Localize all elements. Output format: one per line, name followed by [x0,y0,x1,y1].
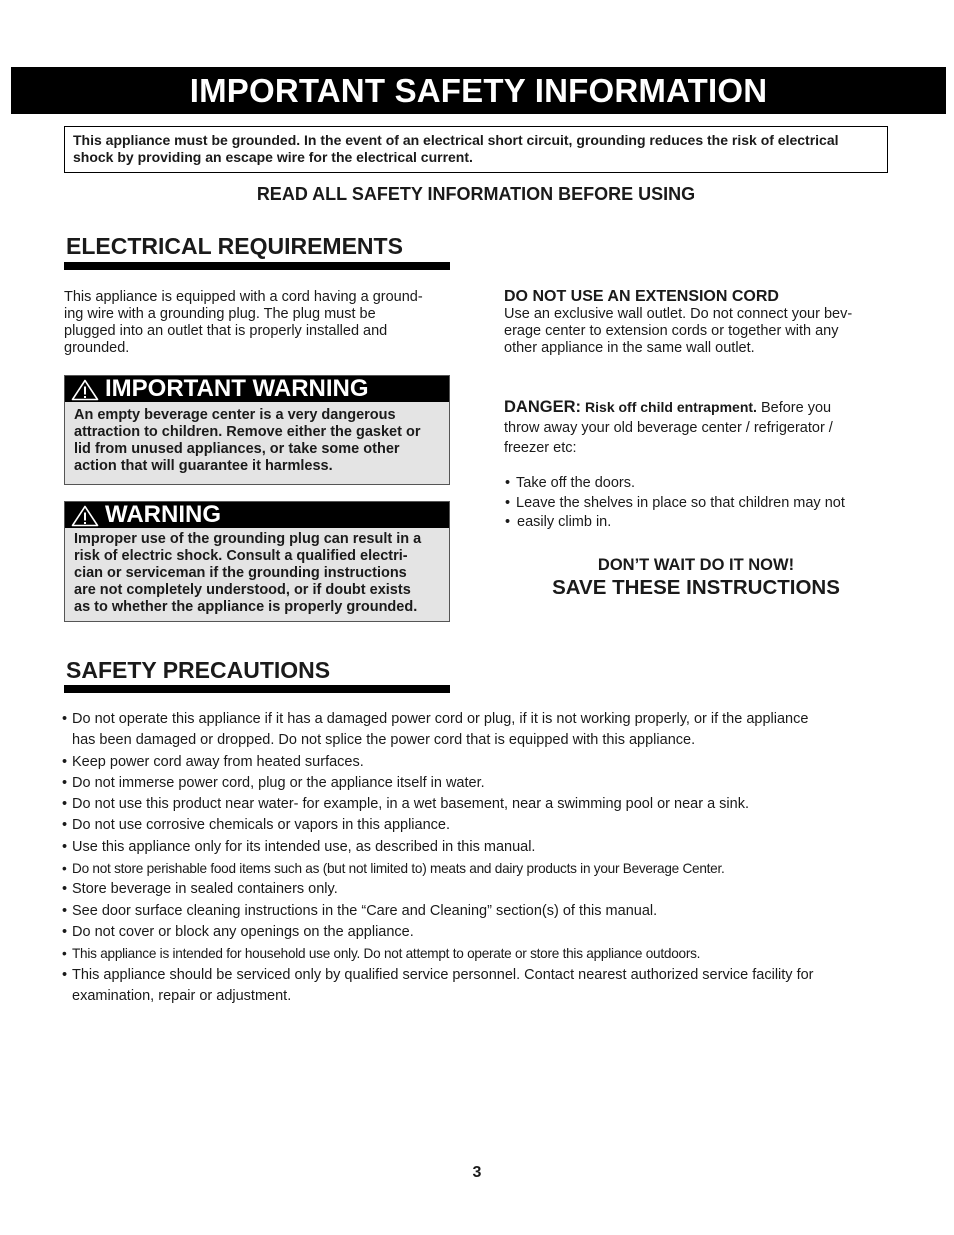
text-line: plugged into an outlet that is properly installed and [64,323,388,339]
list-item: • Do not cover or block any openings on the appliance. [62,922,882,943]
section-rule [64,262,450,270]
warning-triangle-icon [71,505,99,527]
section-rule [64,685,450,693]
danger-section [504,397,904,533]
list-item: • Use this appliance only for its intended use, as described in this manual. [62,837,882,858]
grounding-notice: This appliance must be grounded. In the event of an electrical short circuit, grounding reduces the risk of electrical shock by providing an escape wire for the electrical current. [64,126,888,173]
danger-label: DANGER: [504,398,581,416]
read-all-notice: READ ALL SAFETY INFORMATION BEFORE USING [256,184,696,204]
text-line: risk of electric shock. Consult a qualified electri- [74,548,408,564]
warning-text [65,528,449,616]
important-warning-text [65,402,449,475]
text-line: freezer etc: [504,439,577,456]
electrical-requirements-text [64,289,454,357]
dont-wait-notice: DON’T WAIT DO IT NOW! [597,556,795,574]
text-line: cian or serviceman if the grounding instructions [74,565,407,581]
save-instructions-notice: SAVE THESE INSTRUCTIONS [552,576,840,599]
extension-cord-text [504,306,904,357]
text-line: • This appliance should be serviced only by qualified service personnel. Contact nearest authorized service facility for [72,966,814,983]
danger-bullets [504,474,904,533]
text-line: attraction to children. Remove either the gasket or [74,424,421,440]
safety-precautions-list [62,709,882,1007]
text-line: ing wire with a grounding plug. The plug must be [64,306,376,322]
list-item: • Take off the doors. [504,474,904,494]
text-line: throw away your old beverage center / refrigerator / [504,420,833,436]
safety-precautions-heading: SAFETY PRECAUTIONS [66,657,331,683]
text-line: An empty beverage center is a very dangerous [74,407,396,423]
danger-text-start: Before you [756,400,832,416]
text-line: This appliance is equipped with a cord having a ground- [64,289,423,305]
important-warning-heading: IMPORTANT WARNING [105,375,369,402]
text-line: action that will guarantee it harmless. [74,458,333,474]
text-line: Use an exclusive wall outlet. Do not connect your bev- [504,306,853,322]
list-item: • This appliance is intended for household use only. Do not attempt to operate or store this appliance outdoors. [62,943,882,964]
text-line: lid from unused appliances, or take some other [74,441,400,457]
list-item: • Do not immerse power cord, plug or the appliance itself in water. [62,773,882,794]
danger-first-line [504,397,904,419]
list-item: • Keep power cord away from heated surfaces. [62,752,882,773]
page-title: IMPORTANT SAFETY INFORMATION [189,72,768,109]
danger-emphasis: Risk off child entrapment. [585,399,757,415]
important-warning-header [65,376,449,402]
text-line: has been damaged or dropped. Do not splice the power cord that is equipped with this appliance. [72,732,696,749]
text-line: examination, repair or adjustment. [72,987,292,1004]
page-number: 3 [472,1164,482,1181]
warning-heading: WARNING [105,501,221,528]
text-line: Improper use of the grounding plug can result in a [74,531,422,547]
list-item [62,965,882,1008]
important-warning-box [64,375,450,485]
warning-box [64,501,450,622]
list-item: • Store beverage in sealed containers only. [62,879,882,900]
list-item: • Do not use this product near water- for example, in a wet basement, near a swimming pool or near a sink. [62,794,882,815]
list-item: • See door surface cleaning instructions in the “Care and Cleaning” section(s) of this manual. [62,901,882,922]
text-line: are not completely understood, or if doubt exists [74,582,411,598]
list-item: • Leave the shelves in place so that children may not [504,494,904,514]
text-line: erage center to extension cords or together with any [504,323,839,339]
text-line: as to whether the appliance is properly grounded. [74,599,418,615]
text-line: • Do not operate this appliance if it has a damaged power cord or plug, if it is not working properly, or if the appliance [72,711,809,727]
list-item: • Do not store perishable food items such as (but not limited to) meats and dairy products in your Beverage Center. [62,858,882,879]
list-item: • easily climb in. [504,513,904,533]
warning-header [65,502,449,528]
list-item [62,709,882,752]
text-line: grounded. [64,340,130,356]
warning-triangle-icon [71,379,99,401]
list-item: • Do not use corrosive chemicals or vapors in this appliance. [62,815,882,836]
extension-cord-heading: DO NOT USE AN EXTENSION CORD [504,288,779,305]
text-line: other appliance in the same wall outlet. [504,340,755,356]
title-bar [11,67,946,114]
electrical-requirements-heading: ELECTRICAL REQUIREMENTS [66,233,403,259]
